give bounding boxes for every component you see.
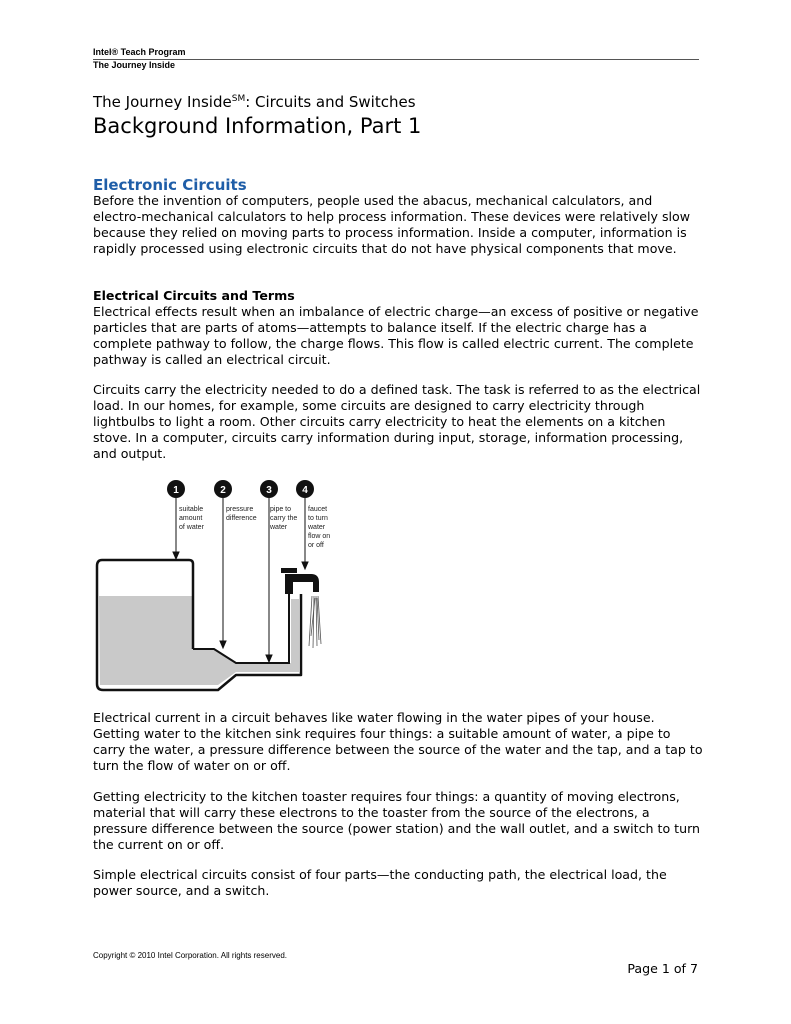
- paragraph-toaster: Getting electricity to the kitchen toaster requires four things: a quantity of moving electrons, material that will carry these electrons to the toaster from the source of the electrons, a pressure difference between the source (power station) and the wall outlet, and a switch to turn the current on or off.: [93, 789, 701, 852]
- callout-4-label-line-4: flow on: [308, 533, 331, 540]
- header-course: The Journey Inside: [93, 60, 176, 70]
- callout-2: [214, 480, 257, 522]
- copyright-notice: Copyright © 2010 Intel Corporation. All rights reserved.: [93, 951, 287, 960]
- water-circuit-diagram: [93, 478, 343, 696]
- callout-3-number: 3: [266, 485, 272, 496]
- subtitle-prefix: The Journey Inside: [93, 93, 232, 111]
- paragraph-load: Circuits carry the electricity needed to do a defined task. The task is referred to as the electrical load. In our homes, for example, some circuits are designed to carry electricity through lightbulbs to light a room. Other circuits carry electricity to heat the elements on a kitchen stove. In a computer, circuits carry information during input, storage, information processing, and output.: [93, 382, 701, 461]
- faucet-shape: [285, 574, 319, 594]
- water-stream: [309, 596, 321, 648]
- section-heading: Electronic Circuits: [93, 176, 247, 194]
- subsection-heading: Electrical Circuits and Terms: [93, 288, 295, 303]
- page-title: Background Information, Part 1: [93, 114, 422, 138]
- callout-4-label-line-2: to turn: [308, 515, 328, 522]
- header-program: Intel® Teach Program: [93, 47, 186, 57]
- callout-1-label-line-3: of water: [179, 524, 204, 531]
- callout-4-number: 4: [302, 485, 308, 496]
- paragraph-water-analogy: Electrical current in a circuit behaves like water flowing in the water pipes of your house. Getting water to the kitchen sink requires four things: a suitable amount of water, a pipe to carry the water, a pressure difference between the source of the water and the tap, and a tap to turn the flow of water on or off.: [93, 710, 703, 773]
- paragraph-charge: Electrical effects result when an imbalance of electric charge—an excess of positive or negative particles that are parts of atoms—attempts to balance itself. If the electric charge has a complete pathway to follow, the charge flows. This flow is called electric current. The complete pathway is called an electrical circuit.: [93, 304, 699, 367]
- faucet-handle: [281, 568, 297, 573]
- callout-4-label-line-1: faucet: [308, 506, 328, 513]
- callout-2-number: 2: [220, 485, 226, 496]
- callout-3-label-line-2: carry the: [270, 515, 298, 522]
- callout-3: [260, 480, 297, 531]
- service-mark: SM: [231, 94, 246, 104]
- paragraph-four-parts: Simple electrical circuits consist of four parts—the conducting path, the electrical load, the power source, and a switch.: [93, 867, 667, 898]
- callout-2-label-line-2: difference: [226, 515, 257, 522]
- callout-1-number: 1: [173, 485, 179, 496]
- callout-3-label-line-1: pipe to: [270, 506, 292, 513]
- callout-1-label-line-1: suitable: [179, 506, 204, 513]
- document-subtitle: [93, 92, 416, 112]
- callout-2-label-line-1: pressure: [226, 506, 254, 513]
- intro-paragraph: Before the invention of computers, people used the abacus, mechanical calculators, and electro-mechanical calculators to help process information. These devices were relatively slow because they relied on moving parts to process information. Inside a computer, information is rapidly processed using electronic circuits that do not have physical components that move.: [93, 193, 691, 256]
- callout-4-label-line-5: or off: [308, 542, 324, 549]
- callout-3-label-line-3: water: [270, 524, 288, 531]
- callout-1-label-line-2: amount: [179, 515, 203, 522]
- callout-4-label-line-3: water: [308, 524, 326, 531]
- page-number: Page 1 of 7: [627, 961, 698, 976]
- callout-4: [296, 480, 330, 549]
- header-divider: [93, 59, 699, 60]
- callout-1: [167, 480, 205, 531]
- subtitle-suffix: : Circuits and Switches: [245, 93, 416, 111]
